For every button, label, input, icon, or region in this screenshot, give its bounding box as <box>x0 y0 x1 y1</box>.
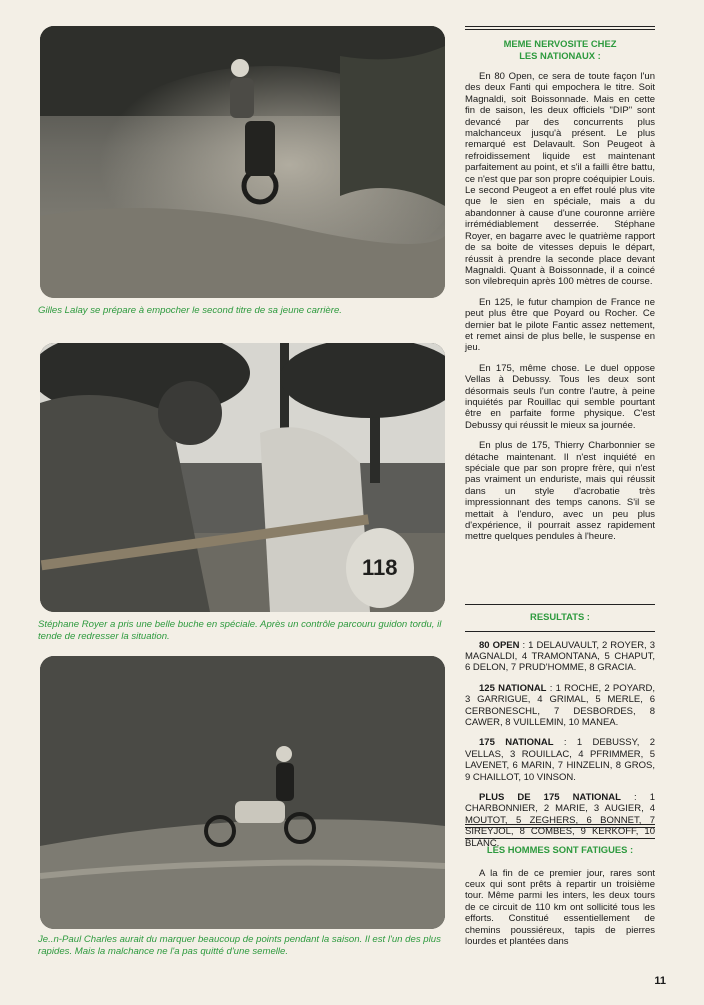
paragraph-plus-175: En plus de 175, Thierry Charbonnier se détache maintenant. Il n'est inquiété en spéciale que par son propre frère, qui n'est pas vraiment un enduriste, mais qui réussit dans un style d'acrobatie très impressionnant des temps canons. S'il se mettait à l'enduro, avec un peu plus d'expérience, il pourrait assez rapidement mettre quelques pendules à l'heure. <box>465 440 655 543</box>
paragraph-125: En 125, le futur champion de France ne peut plus être que Poyard ou Rocher. Ce dernier bat le pilote Fantic assez nettement, et remet ainsi de plus belle, le suspense en jeu. <box>465 296 655 354</box>
paragraph-175: En 175, même chose. Le duel oppose Vellas à Debussy. Tous les deux sont désormais seuls l'un contre l'autre, à peine inquiétés par Rouillac qui semble pourtant être en parfaite forme physique. C'est Debussy qui réussit le mieux sa journée. <box>465 362 655 431</box>
section-heading-nationaux: MEME NERVOSITE CHEZ LES NATIONAUX : <box>503 38 617 61</box>
section-heading-fatigues: LES HOMMES SONT FATIGUES : <box>486 844 634 855</box>
result-175-national: 175 NATIONAL : 1 DEBUSSY, 2 VELLAS, 3 ROUILLAC, 4 PFRIMMER, 5 LAVENET, 6 MARIN, 7 HINZELIN, 8 GROS, 9 CHAILLOT, 10 VINSON. <box>465 737 655 783</box>
result-125-national: 125 NATIONAL : 1 ROCHE, 2 POYARD, 3 GARRIGUE, 4 GRIMAL, 5 MERLE, 6 CERBONESCHL, 7 DESBORDES, 8 CAWER, 8 VUILLEMIN, 10 MANEA. <box>465 682 655 728</box>
section-heading-resultats: RESULTATS : <box>530 611 590 622</box>
page-number: 11 <box>654 975 666 987</box>
result-80-open: 80 OPEN : 1 DELAUVAULT, 2 ROYER, 3 MAGNALDI, 4 TRAMONTANA, 5 CHAPUT, 6 DELON, 7 PRUD'HOMME, 8 GRACIA. <box>465 639 655 674</box>
photo-caption-3: Je..n-Paul Charles aurait du marquer beaucoup de points pendant la saison. Il est l'un des plus rapides. Mais la malchance ne l'a pas quitté d'une semelle. <box>38 934 441 957</box>
result-plus-175-national: PLUS DE 175 NATIONAL : 1 CHARBONNIER, 2 MARIE, 3 AUGIER, 4 MOUTOT, 5 ZEGHERS, 6 BONNET, 7 SIREYJOL, 8 COMBES, 9 KERKOFF, 10 BLANC. <box>465 791 655 849</box>
photo-rider-dust <box>40 26 445 298</box>
results-block <box>465 604 655 849</box>
photo-caption-1: Gilles Lalay se prépare à empocher le second titre de sa jeune carrière. <box>38 305 342 316</box>
svg-text:118: 118 <box>362 555 398 580</box>
article-column <box>465 26 655 543</box>
photo-rider-log <box>40 343 445 612</box>
photo-caption-2: Stéphane Royer a pris une belle buche en spéciale. Après un contrôle parcouru guidon tordu, il tende de redresser la situation. <box>38 619 442 642</box>
photo-rider-slope <box>40 656 445 929</box>
paragraph-80-open: En 80 Open, ce sera de toute façon l'un des deux Fanti qui empochera le titre. Soit Magnaldi, soit Boissonnade. Mais en cette fin de saison, les deux officiels "DIP" sont devancé par des concurrents plus malchanceux jusqu'à présent. Le plus remarqué est Delavault. Son Peugeot à refroidissement liquide est maintenant parfaitement au point, et s'il a failli être battu, ce n'est que par son propre coéquipier Louis. Le second Peugeot a en effet roulé plus vite que le sien en spéciale, mais a du abandonner à cause d'une couronne arrière irrémédiablement desserrée. Stéphane Royer, en bagarre avec le quatrième rapport de sa boite de vitesses depuis le départ, réussit à prendre la seconde place devant Magnaldi. Quant à Boissonnade, il a coincé son vilebrequin après 100 mètres de course. <box>465 71 655 288</box>
fatigues-block <box>465 824 655 947</box>
paragraph-fatigues: A la fin de ce premier jour, rares sont ceux qui sont prêts à repartir un troisième tour. Même parmi les inters, les deux tours de ce circuit de 110 km ont sollicité tous les efforts. Constitué essentiellement de chemins poussiéreux, tapis de pierres lourdes et plantées dans <box>465 867 655 947</box>
